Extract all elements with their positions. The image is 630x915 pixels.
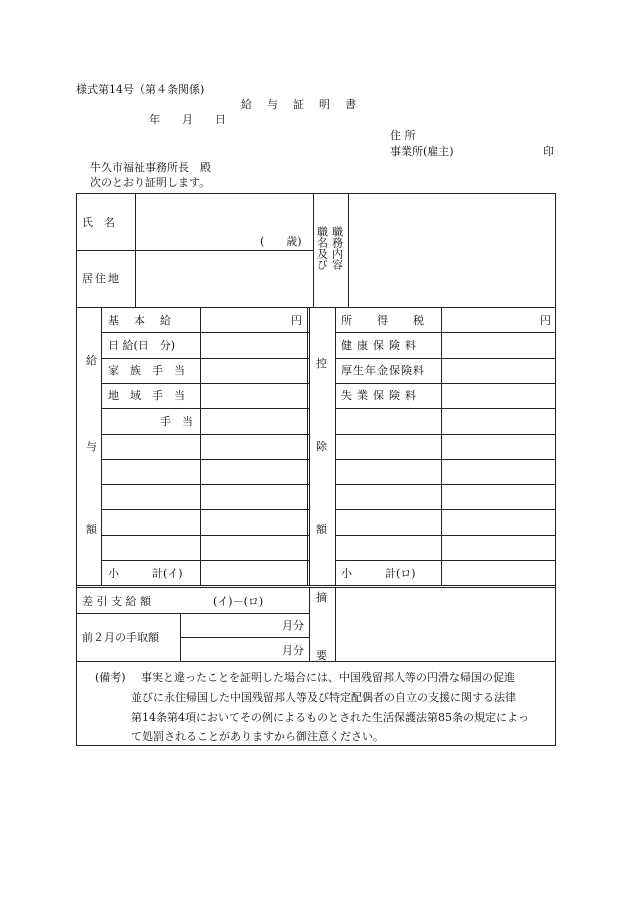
employer-label: 事業所(雇主)	[390, 145, 454, 158]
deduction-subtotal-label: 小 計(ロ)	[341, 567, 416, 580]
deduction-row-label: 厚生年金保険料	[341, 364, 425, 377]
month-unit-1: 月分	[282, 619, 304, 632]
seal-mark: 印	[543, 145, 554, 158]
lead-text: 次のとおり証明します。	[90, 176, 211, 189]
salary-yen-unit: 円	[291, 314, 302, 327]
deduction-row-label: 健康保険料	[341, 339, 421, 352]
salary-row-label: 基 本 給	[108, 314, 173, 327]
net-pay-label: 差 引 支 給 額	[82, 595, 151, 608]
salary-subtotal-label: 小 計(イ)	[108, 567, 183, 580]
note-line: 第14条第4項においてその例によるものとされた生活保護法第85条の規定によっ	[131, 711, 529, 724]
net-pay-formula: (イ)－(ロ)	[213, 595, 264, 608]
salary-side-3: 額	[86, 523, 97, 536]
deduction-side-2: 除	[316, 440, 327, 453]
deduction-yen-unit: 円	[540, 314, 551, 327]
month-unit-2: 月分	[282, 644, 304, 657]
certificate-table	[76, 193, 556, 746]
note-label: (備考)	[95, 671, 126, 684]
issue-date: 年 月 日	[149, 113, 226, 126]
deduction-row-label: 失業保険料	[341, 389, 421, 402]
salary-side-2: 与	[86, 440, 97, 453]
salary-side-1: 給	[86, 354, 97, 367]
note-line: 事実と違ったことを証明した場合には、中国残留邦人等の円滑な帰国の促進	[141, 671, 515, 684]
prev-takehome-label: 前２月の手取額	[82, 631, 159, 644]
deduction-row-label: 所 得 税	[341, 314, 431, 327]
note-line: て処罰されることがありますから御注意ください。	[131, 730, 384, 743]
form-number: 様式第14号（第４条関係)	[76, 83, 205, 96]
deduction-side-3: 額	[316, 523, 327, 536]
document-title: 給 与 証 明 書	[241, 98, 358, 111]
addressee: 牛久市福祉事務所長 殿	[90, 161, 211, 174]
salary-row-label: 地 域 手 当	[108, 389, 185, 402]
age-field: ( 歳)	[260, 235, 302, 248]
salary-row-label: 手 当	[160, 415, 193, 428]
address-label: 住 所	[390, 129, 416, 142]
note-line: 並びに永住帰国した中国残留邦人等及び特定配偶者の自立の支援に関する法律	[131, 691, 516, 704]
remarks-label-1: 摘	[316, 591, 327, 604]
salary-row-label: 家 族 手 当	[108, 364, 185, 377]
name-label: 氏 名	[82, 216, 115, 229]
remarks-label-2: 要	[316, 649, 327, 662]
job-duty-label: 職務内容	[330, 226, 344, 270]
deduction-side-1: 控	[316, 357, 327, 370]
job-title-label: 職名及び	[315, 226, 329, 270]
salary-row-label: 日 給(日 分)	[108, 339, 176, 352]
residence-label: 居住地	[82, 272, 121, 285]
